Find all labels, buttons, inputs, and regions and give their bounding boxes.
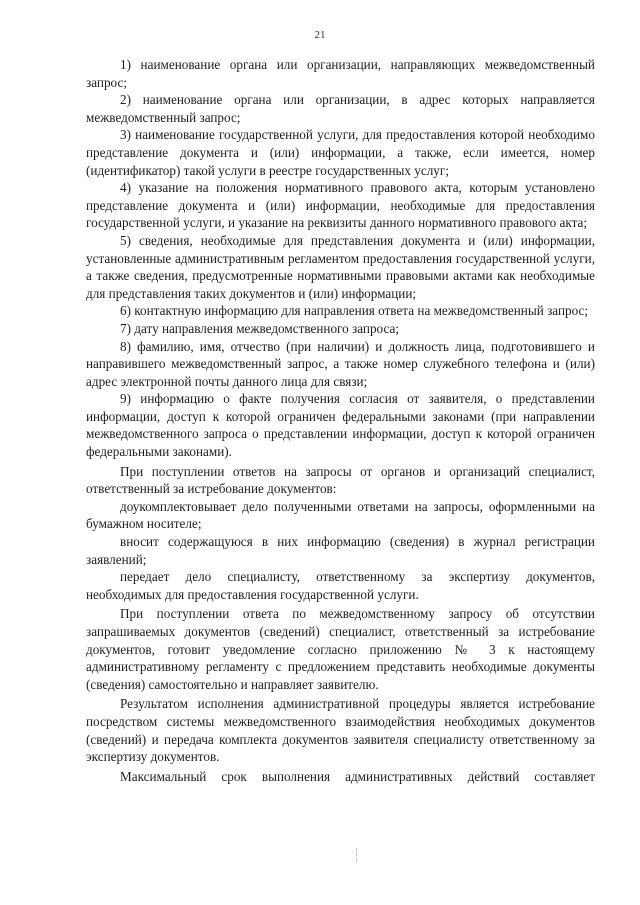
paragraph: 3) наименование государственной услуги, для предоставления которой необходимо представление документа и (или) информации, а также, если имеется, номер (идентификатор) такой услуги в реестре государственных услуг; — [86, 127, 595, 178]
paragraph: передает дело специалисту, ответственному за экспертизу документов, необходимых для предоставления государственной услуги. — [86, 569, 595, 602]
paragraph: Результатом исполнения административной процедуры является истребование посредством системы межведомственного взаимодействия необходимых документов (сведений) и передача комплекта документов заявителя специалисту ответственному за экспертизу документов. — [86, 696, 595, 765]
paragraph: 1) наименование органа или организации, направляющих межведомственный запрос; — [86, 57, 595, 90]
paragraph: вносит содержащуюся в них информацию (сведения) в журнал регистрации заявлений; — [86, 534, 595, 567]
paragraph: 6) контактную информацию для направления ответа на межведомственный запрос; — [120, 303, 589, 319]
paragraph: 2) наименование органа или организации, в адрес которых направляется межведомственный запрос; — [86, 92, 595, 125]
document-body — [86, 56, 595, 785]
paragraph: 4) указание на положения нормативного правового акта, которым установлено представление документа и (или) информации, необходимые для предоставления государственной услуги, и указание на реквизиты данного нормативного правового акта; — [86, 180, 595, 231]
paragraph: 8) фамилию, имя, отчество (при наличии) и должность лица, подготовившего и направившего межведомственный запрос, а также номер служебного телефона и (или) адрес электронной почты данного лица для связи; — [86, 338, 595, 389]
paragraph: При поступлении ответа по межведомственному запросу об отсутствии запрашиваемых документов (сведений) специалист, ответственный за истребование документов, готовит уведомление согласно приложению № 3 к настоящему административному регламенту с предложением представить необходимые документы (сведения) самостоятельно и направляет заявителю. — [86, 606, 595, 692]
paragraph: 7) дату направления межведомственного запроса; — [120, 320, 400, 336]
scan-speck — [356, 848, 359, 862]
paragraph: При поступлении ответов на запросы от органов и организаций специалист, ответственный за истребование документов: — [86, 463, 595, 497]
page-number: 21 — [314, 29, 326, 41]
paragraph: Максимальный срок выполнения административных действий составляет — [120, 768, 595, 784]
paragraph: 5) сведения, необходимые для представления документа и (или) информации, установленные административным регламентом предоставления государственной услуги, а также сведения, предусмотренные нормативными правовыми актами как необходимые для представления таких документов и (или) информации; — [86, 232, 595, 301]
paragraph: доукомплектовывает дело полученными ответами на запросы, оформленными на бумажном носителе; — [86, 498, 595, 532]
paragraph: 9) информацию о факте получения согласия от заявителя, о представлении информации, доступ к которой ограничен федеральными законами (при направлении межведомственного запроса о представлении информации, доступ к которой ограничен федеральными законами). — [86, 391, 595, 460]
